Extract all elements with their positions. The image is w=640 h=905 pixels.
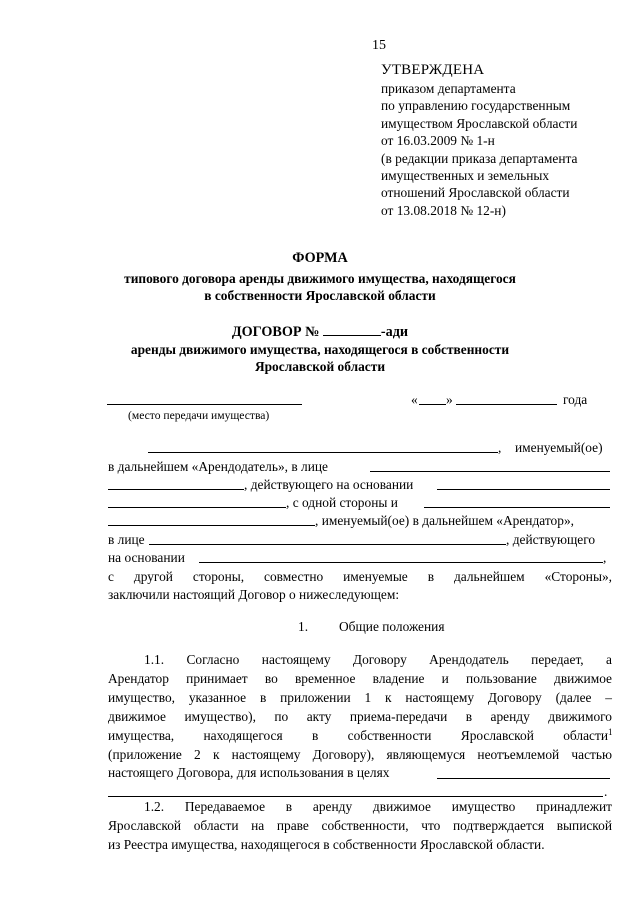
named-text: именуемый(ое) <box>515 440 603 455</box>
lessor-name-blank <box>148 452 498 453</box>
lessee-name-blank <box>424 507 610 508</box>
form-subtitle-line1: типового договора аренды движимого имущества, находящегося <box>124 271 516 286</box>
clause-line: 1.2. Передаваемое в аренду движимое имущество принадлежит <box>144 799 612 814</box>
date-quote-close: » <box>446 392 453 407</box>
clause-line: из Реестра имущества, находящегося в собственности Ярославской области. <box>108 836 545 852</box>
approval-title: УТВЕРЖДЕНА <box>381 62 485 78</box>
clause-1-1 <box>108 651 612 783</box>
lessee-basis-blank <box>199 562 603 563</box>
on-basis-comma: , <box>603 550 607 565</box>
contract-subtitle-line2: Ярославской области <box>254 359 386 374</box>
approval-line: отношений Ярославской области <box>381 185 570 201</box>
clause-1-2 <box>108 798 612 855</box>
month-blank <box>456 404 557 405</box>
acting-on-basis-text: , действующего на основании <box>244 477 414 492</box>
lessee-name-cont-blank <box>108 525 315 526</box>
date-quote-open: « <box>411 392 418 407</box>
other-side-text: с другой стороны, совместно именуемые в дальнейшем «Стороны», <box>108 569 612 584</box>
lessor-representative-cont-blank <box>108 489 244 490</box>
lessor-basis-blank <box>437 489 610 490</box>
approval-block <box>381 61 621 219</box>
lessee-representative-blank <box>149 544 506 545</box>
contract-number-blank <box>323 323 381 336</box>
contract-subtitle-line1: аренды движимого имущества, находящегося в собственности <box>130 342 510 357</box>
approval-line: (в редакции приказа департамента <box>381 150 578 166</box>
year-word: года <box>563 392 588 407</box>
lessor-basis-cont-blank <box>108 507 286 508</box>
lessor-hereinafter: в дальнейшем «Арендодатель», в лице <box>108 459 328 474</box>
form-title: ФОРМА <box>292 250 348 266</box>
place-blank <box>107 404 302 405</box>
clause-line: Арендатор принимает во временное владение и пользование движимое <box>108 670 612 686</box>
clause-line: настоящего Договора, для использования в целях <box>108 765 390 781</box>
clause-line <box>108 727 608 746</box>
clause-line-text: имущества, находящегося в собственности Ярославской области <box>108 727 608 743</box>
lessor-representative-blank <box>370 471 610 472</box>
approval-line: имущественных и земельных <box>381 168 550 184</box>
contract-number-line <box>0 323 640 340</box>
lessee-acting-text: , действующего <box>506 532 596 547</box>
purpose-cont-blank <box>108 796 603 797</box>
purpose-period: . <box>604 784 608 799</box>
section-title: Общие положения <box>339 619 445 634</box>
clause-line: имущество, указанное в приложении 1 к настоящему Договору (далее – <box>108 689 612 705</box>
section-number: 1. <box>298 619 309 634</box>
day-blank <box>419 404 446 405</box>
lessee-named-text: , именуемый(ое) в дальнейшем «Арендатор», <box>315 513 574 528</box>
approval-line: по управлению государственным <box>381 98 571 114</box>
clause-line: (приложение 2 к настоящему Договору), являющемуся неотъемлемой частью <box>108 746 612 762</box>
one-side-text: , с одной стороны и <box>286 495 398 510</box>
page-number: 15 <box>372 38 386 53</box>
in-person-text: в лице <box>108 532 145 547</box>
contract-number-suffix: -ади <box>380 324 409 340</box>
clause-line: 1.1. Согласно настоящему Договору Арендодатель передает, а <box>144 652 612 667</box>
purpose-blank <box>437 778 610 779</box>
form-subtitle-line2: в собственности Ярославской области <box>204 288 436 303</box>
contract-number-prefix: ДОГОВОР № <box>231 324 320 340</box>
clause-line: Ярославской области на праве собственности, что подтверждается выпиской <box>108 817 612 833</box>
on-basis-text: на основании <box>108 550 185 565</box>
footnote-mark: 1 <box>608 727 613 737</box>
clause-line: движимое имущество), по акту приема-передачи в аренду движимого <box>108 708 612 724</box>
approval-line: от 16.03.2009 № 1-н <box>381 133 495 149</box>
concluded-text: заключили настоящий Договор о нижеследующем: <box>108 587 400 602</box>
approval-line: от 13.08.2018 № 12-н) <box>381 202 506 218</box>
approval-line: имуществом Ярославской области <box>381 115 578 131</box>
place-caption: (место передачи имущества) <box>128 409 270 422</box>
approval-line: приказом департамента <box>381 81 516 96</box>
named-comma: , <box>498 440 502 455</box>
